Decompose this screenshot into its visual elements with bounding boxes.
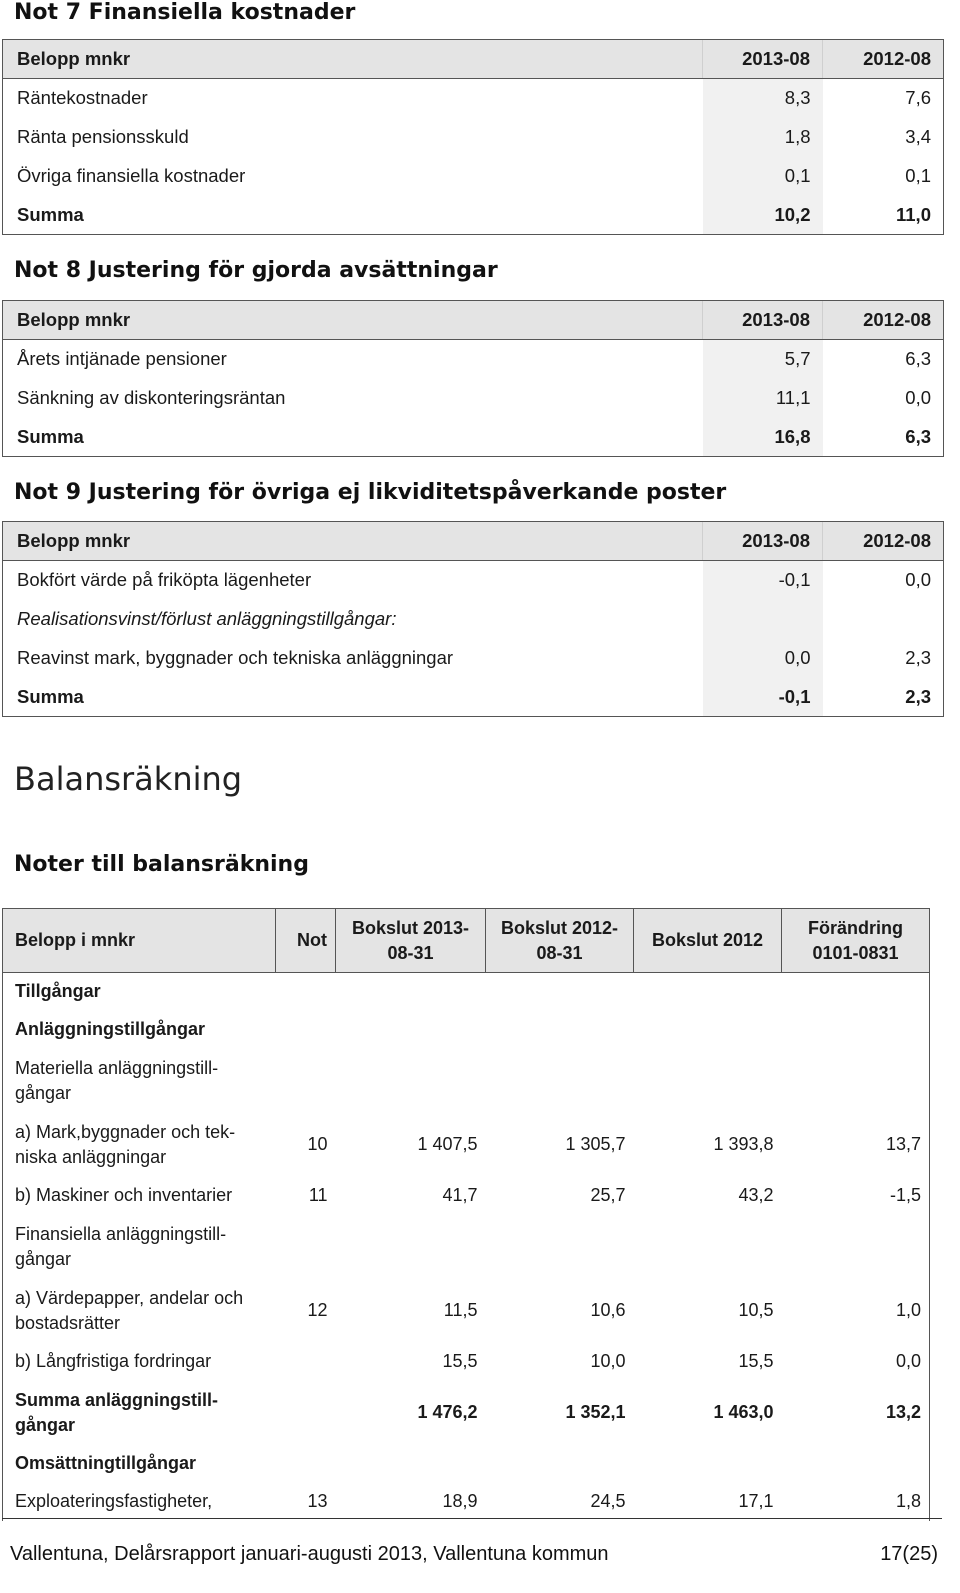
- summary-row: [3, 418, 944, 457]
- table-row: [3, 1445, 930, 1483]
- row-not: [276, 1343, 336, 1381]
- table-row: [3, 157, 944, 196]
- row-value-2013: 16,8: [703, 418, 823, 457]
- table-row: [3, 1177, 930, 1215]
- table-header-row: [3, 301, 944, 340]
- row-value: [634, 1215, 782, 1279]
- table-header-row: [3, 40, 944, 79]
- row-value: [634, 973, 782, 1011]
- row-value: 0,0: [782, 1343, 930, 1381]
- table-row: [3, 1215, 930, 1279]
- row-label: Årets intjänade pensioner: [3, 340, 703, 379]
- row-value: 24,5: [590, 1491, 626, 1511]
- row-value-2012: 0,1: [823, 157, 944, 196]
- summary-row: [3, 1381, 930, 1445]
- row-value: [634, 1445, 782, 1483]
- row-not: 13: [307, 1491, 328, 1511]
- row-value-2013: 8,3: [703, 79, 823, 118]
- row-value: [782, 1445, 930, 1483]
- header-forandring: Förändring 0101-0831: [782, 909, 930, 973]
- header-label: Belopp mnkr: [3, 40, 703, 79]
- table-row: [3, 561, 944, 600]
- header-label: Belopp i mnkr: [3, 909, 276, 973]
- table-row: [3, 340, 944, 379]
- row-label: Finansiella anläggningstill-gångar: [3, 1215, 276, 1279]
- row-label: Reavinst mark, byggnader och tekniska anläggningar: [3, 639, 703, 678]
- row-value-2013: 11,1: [703, 379, 823, 418]
- row-value: 17,1: [738, 1491, 774, 1511]
- table-header-row: [3, 522, 944, 561]
- row-not: [276, 973, 336, 1011]
- row-value: [782, 1215, 930, 1279]
- header-col-2012: 2012-08: [823, 522, 944, 561]
- table-row: [3, 1113, 930, 1177]
- row-value: 1,0: [782, 1279, 930, 1343]
- row-value: 10,6: [590, 1300, 626, 1320]
- row-value-2013: 5,7: [703, 340, 823, 379]
- row-not: [276, 1049, 336, 1113]
- row-label: Realisationsvinst/förlust anläggningstillgångar:: [3, 600, 703, 639]
- row-value: -1,5: [782, 1177, 930, 1215]
- note9-table: [2, 521, 944, 717]
- header-bokslut-2013-08-31: Bokslut 2013-08-31: [336, 909, 486, 973]
- row-label: Summa: [3, 196, 703, 235]
- row-value: 10,0: [590, 1351, 626, 1371]
- row-label: Övriga finansiella kostnader: [3, 157, 703, 196]
- row-not: 11: [308, 1185, 328, 1205]
- row-value: 1,8: [782, 1483, 930, 1521]
- row-value-2012: 6,3: [823, 340, 944, 379]
- row-value: [782, 1049, 930, 1113]
- header-col-2013: 2013-08: [703, 301, 823, 340]
- row-value-2013: 10,2: [703, 196, 823, 235]
- row-value: 18,9: [442, 1491, 478, 1511]
- table-row: [3, 973, 930, 1011]
- row-value: [634, 1011, 782, 1049]
- row-not: 12: [307, 1300, 328, 1320]
- row-value: 25,7: [590, 1185, 626, 1205]
- header-bokslut-2012-08-31: Bokslut 2012-08-31: [486, 909, 634, 973]
- header-col-2012: 2012-08: [823, 40, 944, 79]
- row-value-2012: 11,0: [823, 196, 944, 235]
- table-row: [3, 639, 944, 678]
- row-value-2012: 6,3: [823, 418, 944, 457]
- row-value: 41,7: [442, 1185, 478, 1205]
- row-value-2012: [823, 600, 944, 639]
- header-bokslut-2012: Bokslut 2012: [634, 909, 782, 973]
- row-value: 43,2: [738, 1185, 774, 1205]
- row-label: Tillgångar: [3, 973, 276, 1011]
- row-value-2013: -0,1: [703, 561, 823, 600]
- row-value: [336, 1215, 486, 1279]
- row-label: Ränta pensionsskuld: [3, 118, 703, 157]
- row-value-2013: -0,1: [703, 678, 823, 717]
- row-label: Omsättningtillgångar: [3, 1445, 276, 1483]
- table-row: [3, 1279, 930, 1343]
- row-value-2012: 2,3: [823, 678, 944, 717]
- row-value: 1 463,0: [713, 1402, 774, 1422]
- row-value: [336, 1049, 486, 1113]
- row-value-2012: 2,3: [823, 639, 944, 678]
- row-label: Summa: [3, 418, 703, 457]
- balance-table: [2, 908, 930, 1521]
- row-value: [486, 1011, 634, 1049]
- row-value: 1 393,8: [713, 1134, 774, 1154]
- row-label: Anläggningstillgångar: [3, 1011, 276, 1049]
- row-value: [336, 1011, 486, 1049]
- footer-text: Vallentuna, Delårsrapport januari-augusti 2013, Vallentuna kommun: [10, 1543, 609, 1565]
- row-label: Materiella anläggningstill-gångar: [3, 1049, 276, 1113]
- row-label: Summa: [3, 678, 703, 717]
- row-value-2012: 0,0: [823, 379, 944, 418]
- row-label: Sänkning av diskonteringsräntan: [3, 379, 703, 418]
- row-not: [276, 1445, 336, 1483]
- table-row: [3, 379, 944, 418]
- header-label: Belopp mnkr: [3, 522, 703, 561]
- row-value: [782, 1011, 930, 1049]
- row-value: [336, 973, 486, 1011]
- row-not: [276, 1215, 336, 1279]
- row-not: 10: [307, 1134, 328, 1154]
- row-value-2013: 1,8: [703, 118, 823, 157]
- note7-table: [2, 39, 944, 235]
- header-col-2013: 2013-08: [703, 522, 823, 561]
- table-row: [3, 1049, 930, 1113]
- row-value: 1 305,7: [565, 1134, 626, 1154]
- table-row: [3, 79, 944, 118]
- row-value: [336, 1445, 486, 1483]
- table-header-row: [3, 909, 930, 973]
- row-value-2012: 3,4: [823, 118, 944, 157]
- footer-divider: [2, 1518, 942, 1519]
- row-label: b) Maskiner och inventarier: [3, 1177, 276, 1215]
- row-value: [486, 1215, 634, 1279]
- note7-title: Not 7 Finansiella kostnader: [14, 0, 356, 25]
- row-value: 1 407,5: [417, 1134, 478, 1154]
- row-label: b) Långfristiga fordringar: [3, 1343, 276, 1381]
- summary-row: [3, 196, 944, 235]
- row-value-2013: 0,0: [703, 639, 823, 678]
- row-label: a) Mark,byggnader och tek-niska anläggningar: [3, 1113, 276, 1177]
- header-not: Not: [276, 909, 336, 973]
- row-label: Summa anläggningstill-gångar: [3, 1381, 276, 1445]
- row-value: [634, 1049, 782, 1113]
- note9-title: Not 9 Justering för övriga ej likviditetspåverkande poster: [14, 480, 727, 505]
- row-value: 15,5: [738, 1351, 774, 1371]
- row-value: [782, 973, 930, 1011]
- row-value: 11,5: [443, 1300, 478, 1320]
- row-label: Räntekostnader: [3, 79, 703, 118]
- row-label: Bokfört värde på friköpta lägenheter: [3, 561, 703, 600]
- header-col-2012: 2012-08: [823, 301, 944, 340]
- row-not: [276, 1011, 336, 1049]
- row-label: Exploateringsfastigheter,: [3, 1483, 276, 1521]
- row-value: [486, 1049, 634, 1113]
- row-value: 15,5: [442, 1351, 478, 1371]
- note8-table: [2, 300, 944, 457]
- header-label: Belopp mnkr: [3, 301, 703, 340]
- row-value: 10,5: [738, 1300, 774, 1320]
- row-value: 1 476,2: [417, 1402, 478, 1422]
- row-not: [276, 1381, 336, 1445]
- table-row: [3, 1483, 930, 1521]
- summary-row: [3, 678, 944, 717]
- row-value: [486, 973, 634, 1011]
- row-label: a) Värdepapper, andelar och bostadsrätter: [3, 1279, 276, 1343]
- row-value-2013: [703, 600, 823, 639]
- table-row: [3, 1343, 930, 1381]
- table-row: [3, 600, 944, 639]
- row-value-2012: 7,6: [823, 79, 944, 118]
- subsection-title: Noter till balansräkning: [14, 852, 309, 877]
- row-value: 1 352,1: [565, 1402, 626, 1422]
- row-value-2013: 0,1: [703, 157, 823, 196]
- row-value: 13,2: [782, 1381, 930, 1445]
- row-value-2012: 0,0: [823, 561, 944, 600]
- table-row: [3, 1011, 930, 1049]
- note8-title: Not 8 Justering för gjorda avsättningar: [14, 258, 498, 283]
- page-number: 17(25): [880, 1543, 938, 1565]
- section-title: Balansräkning: [14, 760, 243, 798]
- table-row: [3, 118, 944, 157]
- header-col-2013: 2013-08: [703, 40, 823, 79]
- row-value: [486, 1445, 634, 1483]
- row-value: 13,7: [782, 1113, 930, 1177]
